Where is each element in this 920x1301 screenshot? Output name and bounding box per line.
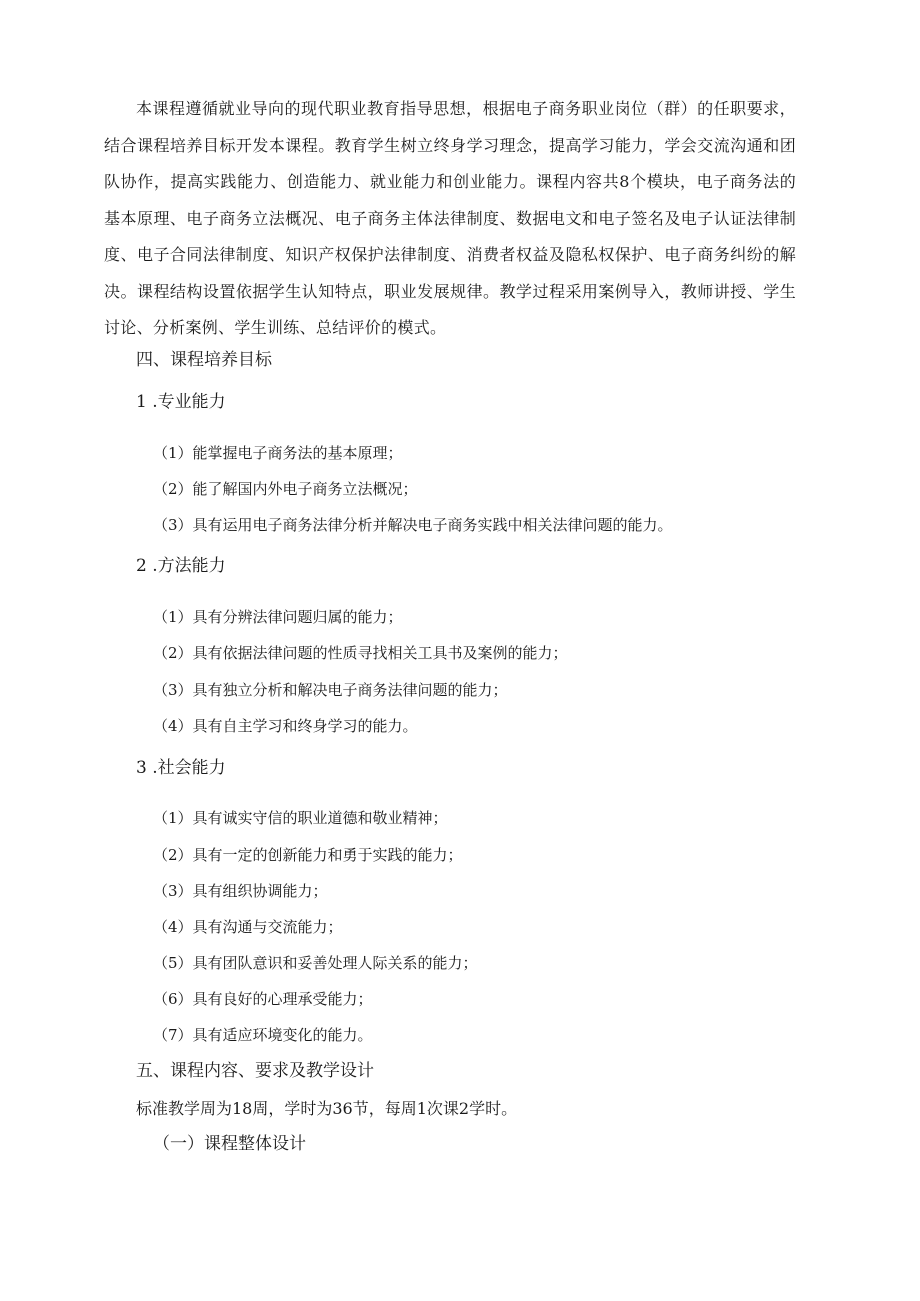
professional-item-2: （2）能了解国内外电子商务立法概况； <box>153 480 418 498</box>
social-item-7: （7）具有适应环境变化的能力。 <box>153 1026 373 1044</box>
social-item-6: （6）具有良好的心理承受能力； <box>153 990 373 1008</box>
intro-paragraph: 本课程遵循就业导向的现代职业教育指导思想，根据电子商务职业岗位（群）的任职要求，结合课程培养目标开发本课程。教育学生树立终身学习理念，提高学习能力，学会交流沟通和团队协作，提高实践能力、创造能力、就业能力和创业能力。课程内容共8个模块，电子商务法的基本原理、电子商务立法概况、电子商务主体法律制度、数据电文和电子签名及电子认证法律制度、电子合同法律制度、知识产权保护法律制度、消费者权益及隐私权保护、电子商务纠纷的解决。课程结构设置依据学生认知特点，职业发展规律。教学过程采用案例导入，教师讲授、学生讨论、分析案例、学生训练、总结评价的模式。 <box>104 99 796 337</box>
social-item-2: （2）具有一定的创新能力和勇于实践的能力； <box>153 846 463 864</box>
method-ability-title: 2 .方法能力 <box>136 556 226 576</box>
section-5-title: 五、课程内容、要求及教学设计 <box>136 1061 374 1081</box>
method-item-1: （1）具有分辨法律问题归属的能力； <box>153 608 403 626</box>
professional-item-3: （3）具有运用电子商务法律分析并解决电子商务实践中相关法律问题的能力。 <box>153 516 673 534</box>
professional-ability-title: 1 .专业能力 <box>136 392 226 412</box>
social-item-4: （4）具有沟通与交流能力； <box>153 918 343 936</box>
social-item-5: （5）具有团队意识和妥善处理人际关系的能力； <box>153 954 478 972</box>
social-item-3: （3）具有组织协调能力； <box>153 882 328 900</box>
schedule-text: 标准教学周为18周，学时为36节，每周1次课2学时。 <box>136 1099 518 1118</box>
subsection-1-title: （一）课程整体设计 <box>153 1134 306 1154</box>
social-item-1: （1）具有诚实守信的职业道德和敬业精神； <box>153 809 448 827</box>
professional-item-1: （1）能掌握电子商务法的基本原理； <box>153 444 403 462</box>
method-item-4: （4）具有自主学习和终身学习的能力。 <box>153 717 418 735</box>
section-4-title: 四、课程培养目标 <box>136 350 272 370</box>
method-item-3: （3）具有独立分析和解决电子商务法律问题的能力； <box>153 681 508 699</box>
method-item-2: （2）具有依据法律问题的性质寻找相关工具书及案例的能力； <box>153 644 568 662</box>
social-ability-title: 3 .社会能力 <box>136 758 226 778</box>
